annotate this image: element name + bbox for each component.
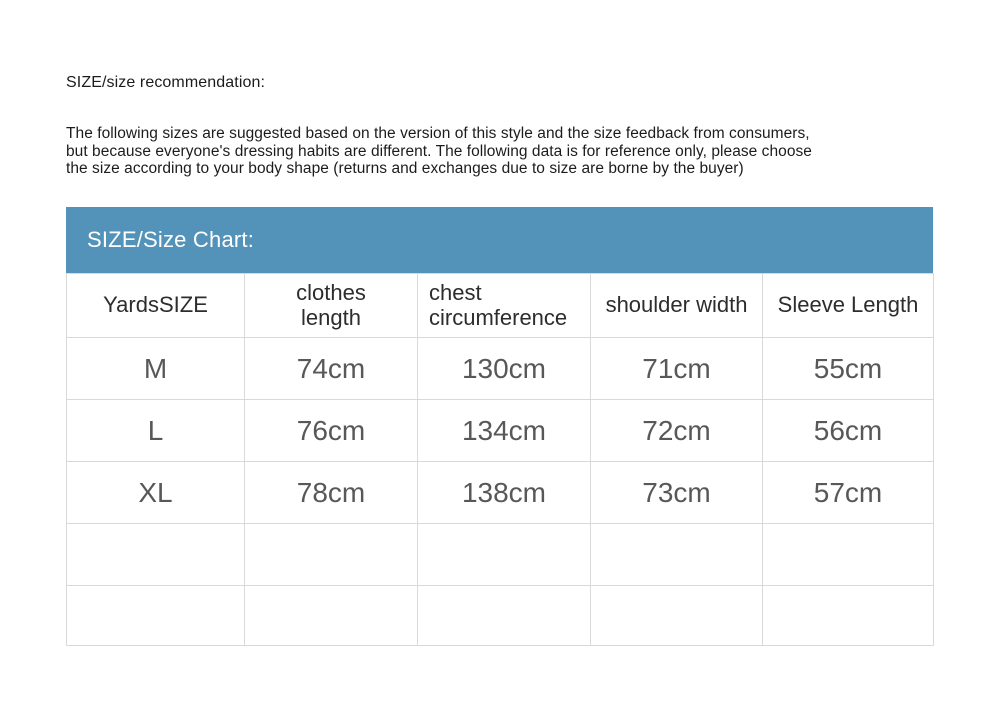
size-chart-section	[66, 207, 933, 646]
column-header-sleeve-length	[763, 274, 934, 338]
sleeve-length-cell: 56cm	[763, 400, 934, 462]
chest-circumference-cell: 134cm	[418, 400, 591, 462]
size-table	[66, 273, 934, 646]
size-chart-header-bar	[66, 207, 933, 273]
shoulder-width-cell: 73cm	[591, 462, 763, 524]
size-value-cell: L	[67, 400, 245, 462]
table-row-empty	[67, 586, 934, 646]
table-row-empty	[67, 524, 934, 586]
description-line: but because everyone's dressing habits are different. The following data is for reference only, please choose	[66, 142, 812, 160]
chest-circumference-cell: 130cm	[418, 338, 591, 400]
empty-cell	[418, 586, 591, 646]
clothes-length-cell: 76cm	[245, 400, 418, 462]
empty-cell	[591, 524, 763, 586]
empty-cell	[67, 524, 245, 586]
sleeve-length-cell: 57cm	[763, 462, 934, 524]
column-header-label: shoulder width	[605, 292, 748, 318]
column-header-shoulder-width	[591, 274, 763, 338]
column-header-label: clothes length	[296, 280, 366, 330]
page-title: SIZE/size recommendation:	[66, 74, 266, 91]
column-header-label: YardsSIZE	[103, 292, 208, 318]
column-header-clothes-length	[245, 274, 418, 338]
size-value-cell: XL	[67, 462, 245, 524]
shoulder-width-cell: 71cm	[591, 338, 763, 400]
table-row-size-xl	[67, 462, 934, 524]
clothes-length-cell: 78cm	[245, 462, 418, 524]
table-row-size-m	[67, 338, 934, 400]
table-row-size-l	[67, 400, 934, 462]
empty-cell	[418, 524, 591, 586]
column-header-label: chest circumference	[429, 280, 568, 330]
shoulder-width-cell: 72cm	[591, 400, 763, 462]
empty-cell	[67, 586, 245, 646]
chest-circumference-cell: 138cm	[418, 462, 591, 524]
empty-cell	[245, 524, 418, 586]
column-header-yards-size	[67, 274, 245, 338]
column-header-chest-circumference	[418, 274, 591, 338]
column-header-label: Sleeve Length	[777, 292, 919, 318]
empty-cell	[763, 524, 934, 586]
size-chart-title: SIZE/Size Chart:	[87, 227, 255, 252]
table-header-row	[67, 274, 934, 338]
sleeve-length-cell: 55cm	[763, 338, 934, 400]
description-line: The following sizes are suggested based on the version of this style and the size feedback from consumers,	[66, 125, 810, 142]
clothes-length-cell: 74cm	[245, 338, 418, 400]
size-value-cell: M	[67, 338, 245, 400]
size-description	[66, 125, 812, 178]
empty-cell	[763, 586, 934, 646]
empty-cell	[245, 586, 418, 646]
empty-cell	[591, 586, 763, 646]
description-line: the size according to your body shape (returns and exchanges due to size are borne by the buyer)	[66, 160, 744, 177]
